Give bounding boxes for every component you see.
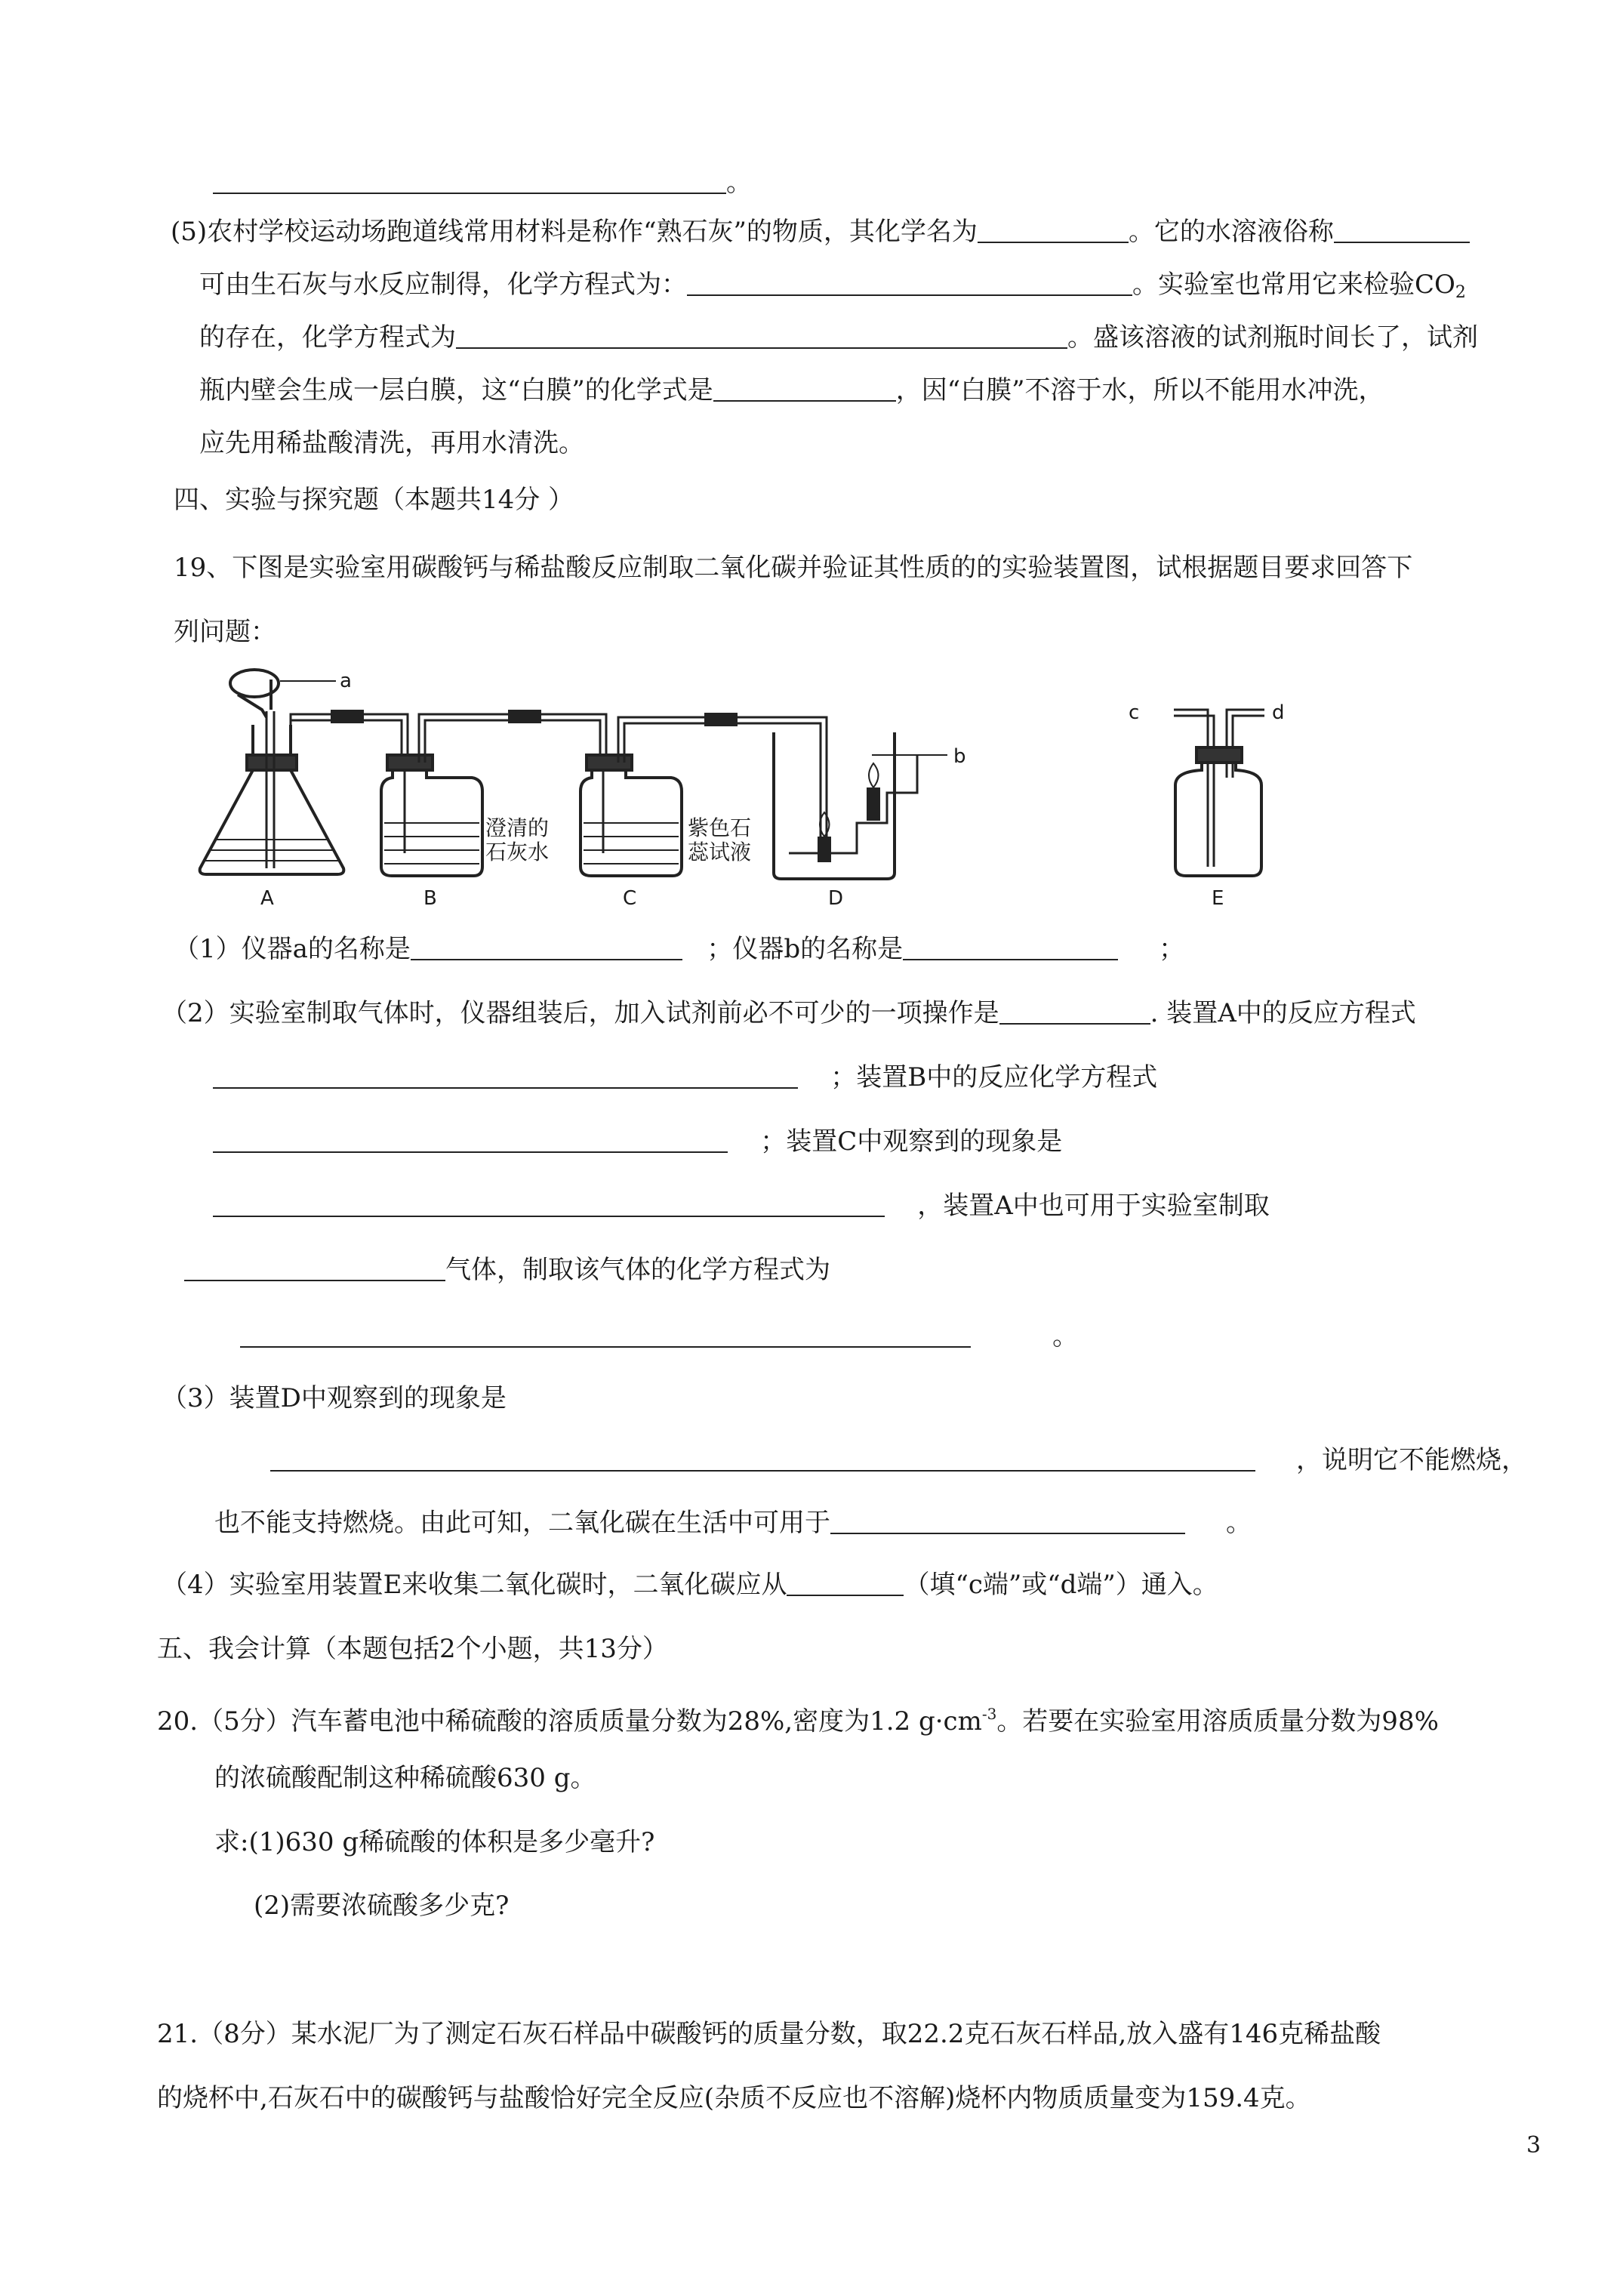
question-5-line-1: (5)农村学校运动场跑道线常用材料是称作“熟石灰”的物质，其化学名为 。它的水溶液俗称 bbox=[171, 215, 1470, 248]
question-5-line-3: 的存在，化学方程式为 。盛该溶液的试剂瓶时间长了，试剂 bbox=[199, 322, 1478, 353]
question-21-line-1: 21.（8分）某水泥厂为了测定石灰石样品中碳酸钙的质量分数，取22.2克石灰石样品,放入盛有146克稀盐酸 bbox=[157, 2019, 1381, 2049]
question-21-line-2: 的烧杯中,石灰石中的碳酸钙与盐酸恰好完全反应(杂质不反应也不溶解)烧杯内物质质量变为159.4克。 bbox=[157, 2083, 1311, 2113]
question-20-line-1: 20.（5分）汽车蓄电池中稀硫酸的溶质质量分数为28%,密度为1.2 $g\cdot cm^{-3}$。若要在实验室用溶质质量分数为98% bbox=[157, 1705, 1439, 1737]
answer-blank[interactable] bbox=[213, 1193, 885, 1217]
flask-A bbox=[200, 670, 344, 874]
question-19-part-2-line-1: （2）实验室制取气体时，仪器组装后，加入试剂前必不可少的一项操作是 . 装置A中的反应方程式 bbox=[162, 998, 1416, 1028]
question-19-part-4: （4）实验室用装置E来收集二氧化碳时，二氧化碳应从 （填“c端”或“d端”）通入。 bbox=[162, 1570, 1218, 1600]
label-litmus-1: 紫色石 bbox=[688, 815, 752, 840]
label-E: E bbox=[1212, 887, 1224, 910]
label-b: b bbox=[953, 745, 966, 768]
label-A: A bbox=[260, 887, 274, 910]
label-limewater-2: 石灰水 bbox=[485, 840, 550, 864]
question-19-part-2-line-4: ，装置A中也可用于实验室制取 bbox=[213, 1189, 1270, 1222]
question-19-part-1: （1）仪器a的名称是 ；仪器b的名称是 ； bbox=[174, 934, 1185, 964]
answer-blank[interactable] bbox=[184, 1257, 445, 1281]
label-d: d bbox=[1272, 701, 1285, 724]
question-19-stem-2: 列问题： bbox=[174, 617, 276, 647]
answer-blank[interactable] bbox=[978, 219, 1129, 243]
label-limewater-1: 澄清的 bbox=[485, 815, 550, 840]
question-19-part-2-line-5: 气体，制取该气体的化学方程式为 bbox=[184, 1253, 830, 1287]
answer-blank[interactable] bbox=[456, 325, 1067, 349]
answer-blank[interactable] bbox=[411, 936, 682, 960]
answer-blank[interactable] bbox=[903, 936, 1118, 960]
question-5-line-2: 可由生石灰与水反应制得，化学方程式为： 。实验室也常用它来检验$CO_2$ bbox=[199, 270, 1466, 302]
question-19-part-3-line-2: ，说明它不能燃烧， bbox=[270, 1444, 1527, 1477]
answer-blank[interactable] bbox=[687, 272, 1132, 296]
experiment-apparatus-diagram bbox=[192, 664, 1332, 914]
answer-blank[interactable] bbox=[240, 1324, 971, 1348]
answer-blank[interactable] bbox=[830, 1510, 1185, 1534]
page-number: 3 bbox=[1526, 2132, 1541, 2159]
question-5-line-4: 瓶内壁会生成一层白膜，这“白膜”的化学式是 ，因“白膜”不溶于水，所以不能用水冲洗， bbox=[199, 375, 1384, 405]
label-a: a bbox=[340, 670, 352, 692]
question-19-part-2-line-3: ；装置C中观察到的现象是 bbox=[213, 1125, 1062, 1158]
section-5-title: 五、我会计算（本题包括2个小题，共13分） bbox=[157, 1634, 668, 1664]
question-5-line-5: 应先用稀盐酸清洗，再用水清洗。 bbox=[199, 428, 584, 458]
question-19-part-2-line-2: ；装置B中的反应化学方程式 bbox=[213, 1061, 1157, 1094]
question-19-stem-1: 19、下图是实验室用碳酸钙与稀盐酸反应制取二氧化碳并验证其性质的的实验装置图，试根据题目要求回答下 bbox=[174, 553, 1413, 583]
label-C: C bbox=[623, 887, 637, 910]
bottle-E bbox=[1174, 710, 1264, 876]
question-19-part-3-line-1: （3）装置D中观察到的现象是 bbox=[162, 1383, 507, 1413]
label-c: c bbox=[1129, 701, 1140, 724]
answer-blank[interactable] bbox=[999, 1000, 1150, 1025]
label-D: D bbox=[828, 887, 844, 910]
answer-blank[interactable] bbox=[213, 1065, 798, 1089]
beaker-D bbox=[774, 732, 947, 879]
answer-blank[interactable] bbox=[787, 1572, 904, 1596]
answer-blank[interactable] bbox=[270, 1447, 1255, 1472]
answer-blank[interactable] bbox=[713, 378, 896, 402]
question-20-line-4: (2)需要浓硫酸多少克? bbox=[254, 1891, 510, 1921]
answer-line-continuation: 。 bbox=[213, 166, 752, 199]
question-20-line-2: 的浓硫酸配制这种稀硫酸630 g。 bbox=[214, 1763, 596, 1793]
label-litmus-2: 蕊试液 bbox=[688, 840, 752, 864]
apparatus-svg bbox=[192, 664, 1332, 914]
section-4-title: 四、实验与探究题（本题共14分 ） bbox=[174, 485, 574, 515]
question-19-part-3-line-3: 也不能支持燃烧。由此可知，二氧化碳在生活中可用于 。 bbox=[214, 1508, 1252, 1538]
question-20-line-3: 求:(1)630 g稀硫酸的体积是多少毫升? bbox=[214, 1827, 655, 1857]
label-B: B bbox=[423, 887, 437, 910]
answer-blank[interactable] bbox=[213, 1129, 728, 1153]
question-19-part-2-line-6: 。 bbox=[240, 1320, 1078, 1353]
answer-blank[interactable] bbox=[1334, 219, 1470, 243]
answer-blank[interactable] bbox=[213, 170, 726, 194]
